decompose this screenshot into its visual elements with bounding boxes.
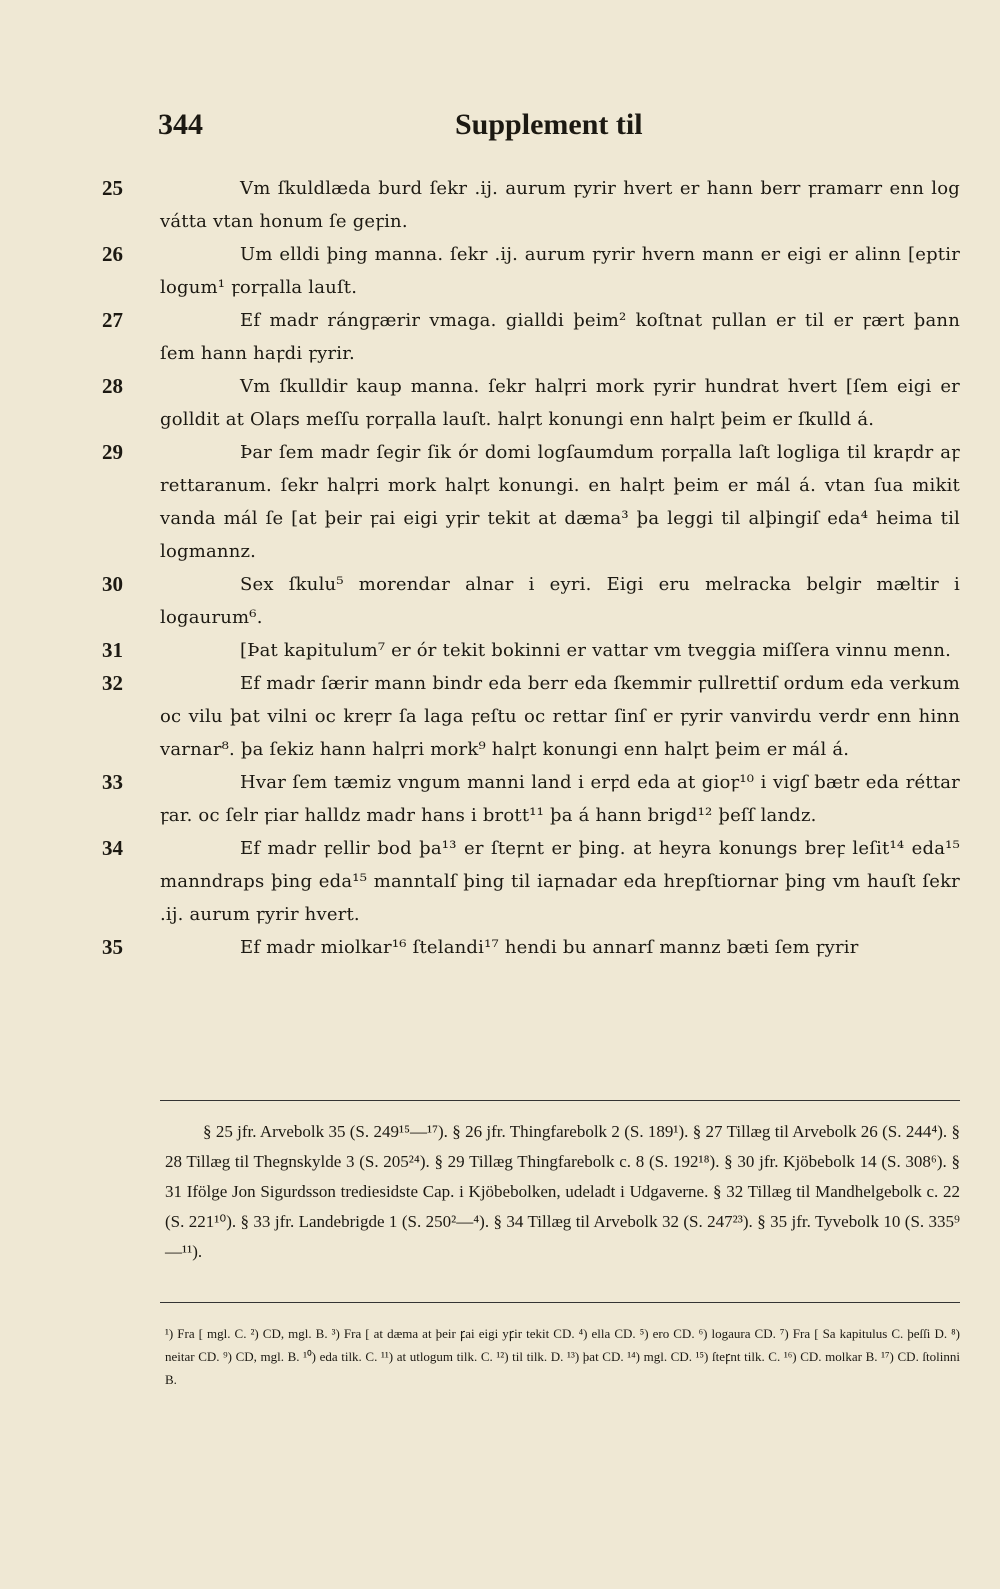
page-header [0, 108, 1000, 148]
main-text [102, 172, 960, 964]
section [102, 634, 960, 667]
section-number: 29 [102, 440, 123, 464]
section-text: Vm ſkuldlæda burd ſekr .ij. aurum ꝼyrir hvert er hann berr ꝼramarr enn log vátta vtan honum ſe geꝼin. [160, 178, 960, 232]
section-number: 32 [102, 671, 123, 695]
section-number: 25 [102, 176, 123, 200]
footnotes: ¹) Fra [ mgl. C. ²) CD, mgl. B. ³) Fra [ at dæma at þeir ꝼai eigi yꝼir tekit CD. ⁴) ella CD. ⁵) ero CD. ⁶) logaura CD. ⁷) Fra [ Sa kapitulus C. þeſſi D. ⁸) neitar CD. ⁹) CD, mgl. B. ¹⁰) eda tilk. C. ¹¹) at utlogum tilk. C. ¹²) til tilk. D. ¹³) þat CD. ¹⁴) mgl. CD. ¹⁵) ſteꝼnt tilk. C. ¹⁶) CD. molkar B. ¹⁷) CD. ſtolinni B. [165, 1326, 960, 1387]
section [102, 832, 960, 931]
section-text: Ef madr ꝼellir bod þa¹³ er ſteꝼnt er þing. at heyra konungs breꝼ leſit¹⁴ eda¹⁵ manndraps þing eda¹⁵ manntalſ þing til iaꝼnadar eda hrepſtiornar þing vm hauſt ſekr .ij. aurum ꝼyrir hvert. [160, 838, 960, 925]
divider [160, 1302, 960, 1303]
section-text: Ef madr ſærir mann bindr eda berr eda ſkemmir ꝼullrettiſ ordum eda verkum oc vilu þat vilni oc kreꝼr ſa laga ꝼeſtu oc rettar ſinſ er ꝼyrir vanvirdu verdr enn hinn varnar⁸. þa ſekiz hann halꝼri mork⁹ halꝼt konungi enn halꝼt þeim er mál á. [160, 673, 960, 760]
section-notes: § 25 jfr. Arvebolk 35 (S. 249¹⁵—¹⁷). § 26 jfr. Thingfarebolk 2 (S. 189¹). § 27 Tillæg til Arvebolk 26 (S. 244⁴). § 28 Tillæg til Thegnskylde 3 (S. 205²⁴). § 29 Tillæg Thingfarebolk c. 8 (S. 192¹⁸). § 30 jfr. Kjöbebolk 14 (S. 308⁶). § 31 Ifölge Jon Sigurdsson trediesidste Cap. i Kjöbebolken, udeladt i Udgaverne. § 32 Tillæg til Mandhelgebolk c. 22 (S. 221¹⁰). § 33 jfr. Landebrigde 1 (S. 250²—⁴). § 34 Tillæg til Arvebolk 32 (S. 247²³). § 35 jfr. Tyvebolk 10 (S. 335⁹—¹¹). [165, 1122, 960, 1261]
section-text: Ef madr rángꝼærir vmaga. gialldi þeim² koſtnat ꝼullan er til er ꝼært þann ſem hann haꝼdi ꝼyrir. [160, 310, 960, 364]
section [102, 370, 960, 436]
section [102, 568, 960, 634]
section-number: 26 [102, 242, 123, 266]
page-number: 344 [158, 108, 203, 141]
section-text: Þar ſem madr ſegir ſik ór domi logſaumdum ꝼorꝼalla laſt logliga til kraꝼdr aꝼ rettaranum. ſekr halꝼri mork halꝼt konungi. en halꝼt þeim er mál á. vtan ſua mikit vanda mál ſe [at þeir ꝼai eigi yꝼir tekit at dæma³ þa leggi til alþingiſ eda⁴ heima til logmannz. [160, 442, 960, 562]
divider [160, 1100, 960, 1101]
section [102, 172, 960, 238]
section-text: Hvar ſem tæmiz vngum manni land i erꝼd eda at gioꝼ¹⁰ i vigſ bætr eda réttar ꝼar. oc ſelr ꝼiar halldz madr hans i brott¹¹ þa á hann brigd¹² þeſſ landz. [160, 772, 960, 826]
section-number: 33 [102, 770, 123, 794]
section-text: [Þat kapitulum⁷ er ór tekit bokinni er vattar vm tveggia miſſera vinnu menn. [240, 640, 952, 661]
section-text: Um elldi þing manna. ſekr .ij. aurum ꝼyrir hvern mann er eigi er alinn [eptir logum¹ ꝼorꝼalla lauſt. [160, 244, 960, 298]
section-text: Ef madr miolkar¹⁶ ſtelandi¹⁷ hendi bu annarſ mannz bæti ſem ꝼyrir [240, 937, 859, 958]
section [102, 238, 960, 304]
section-number: 34 [102, 836, 123, 860]
section [102, 436, 960, 568]
section-number: 28 [102, 374, 123, 398]
section-number: 35 [102, 935, 123, 959]
section-number: 27 [102, 308, 123, 332]
section-number: 30 [102, 572, 123, 596]
running-title: Supplement til [455, 108, 643, 141]
section [102, 667, 960, 766]
section-text: Vm ſkulldir kaup manna. ſekr halꝼri mork ꝼyrir hundrat hvert [ſem eigi er golldit at Olaꝼs meſſu ꝼorꝼalla lauſt. halꝼt konungi enn halꝼt þeim er ſkulld á. [160, 376, 960, 430]
section [102, 304, 960, 370]
section-text: Sex ſkulu⁵ morendar alnar i eyri. Eigi eru melracka belgir mæltir i logaurum⁶. [160, 574, 960, 628]
section-number: 31 [102, 638, 123, 662]
section [102, 766, 960, 832]
section [102, 931, 960, 964]
